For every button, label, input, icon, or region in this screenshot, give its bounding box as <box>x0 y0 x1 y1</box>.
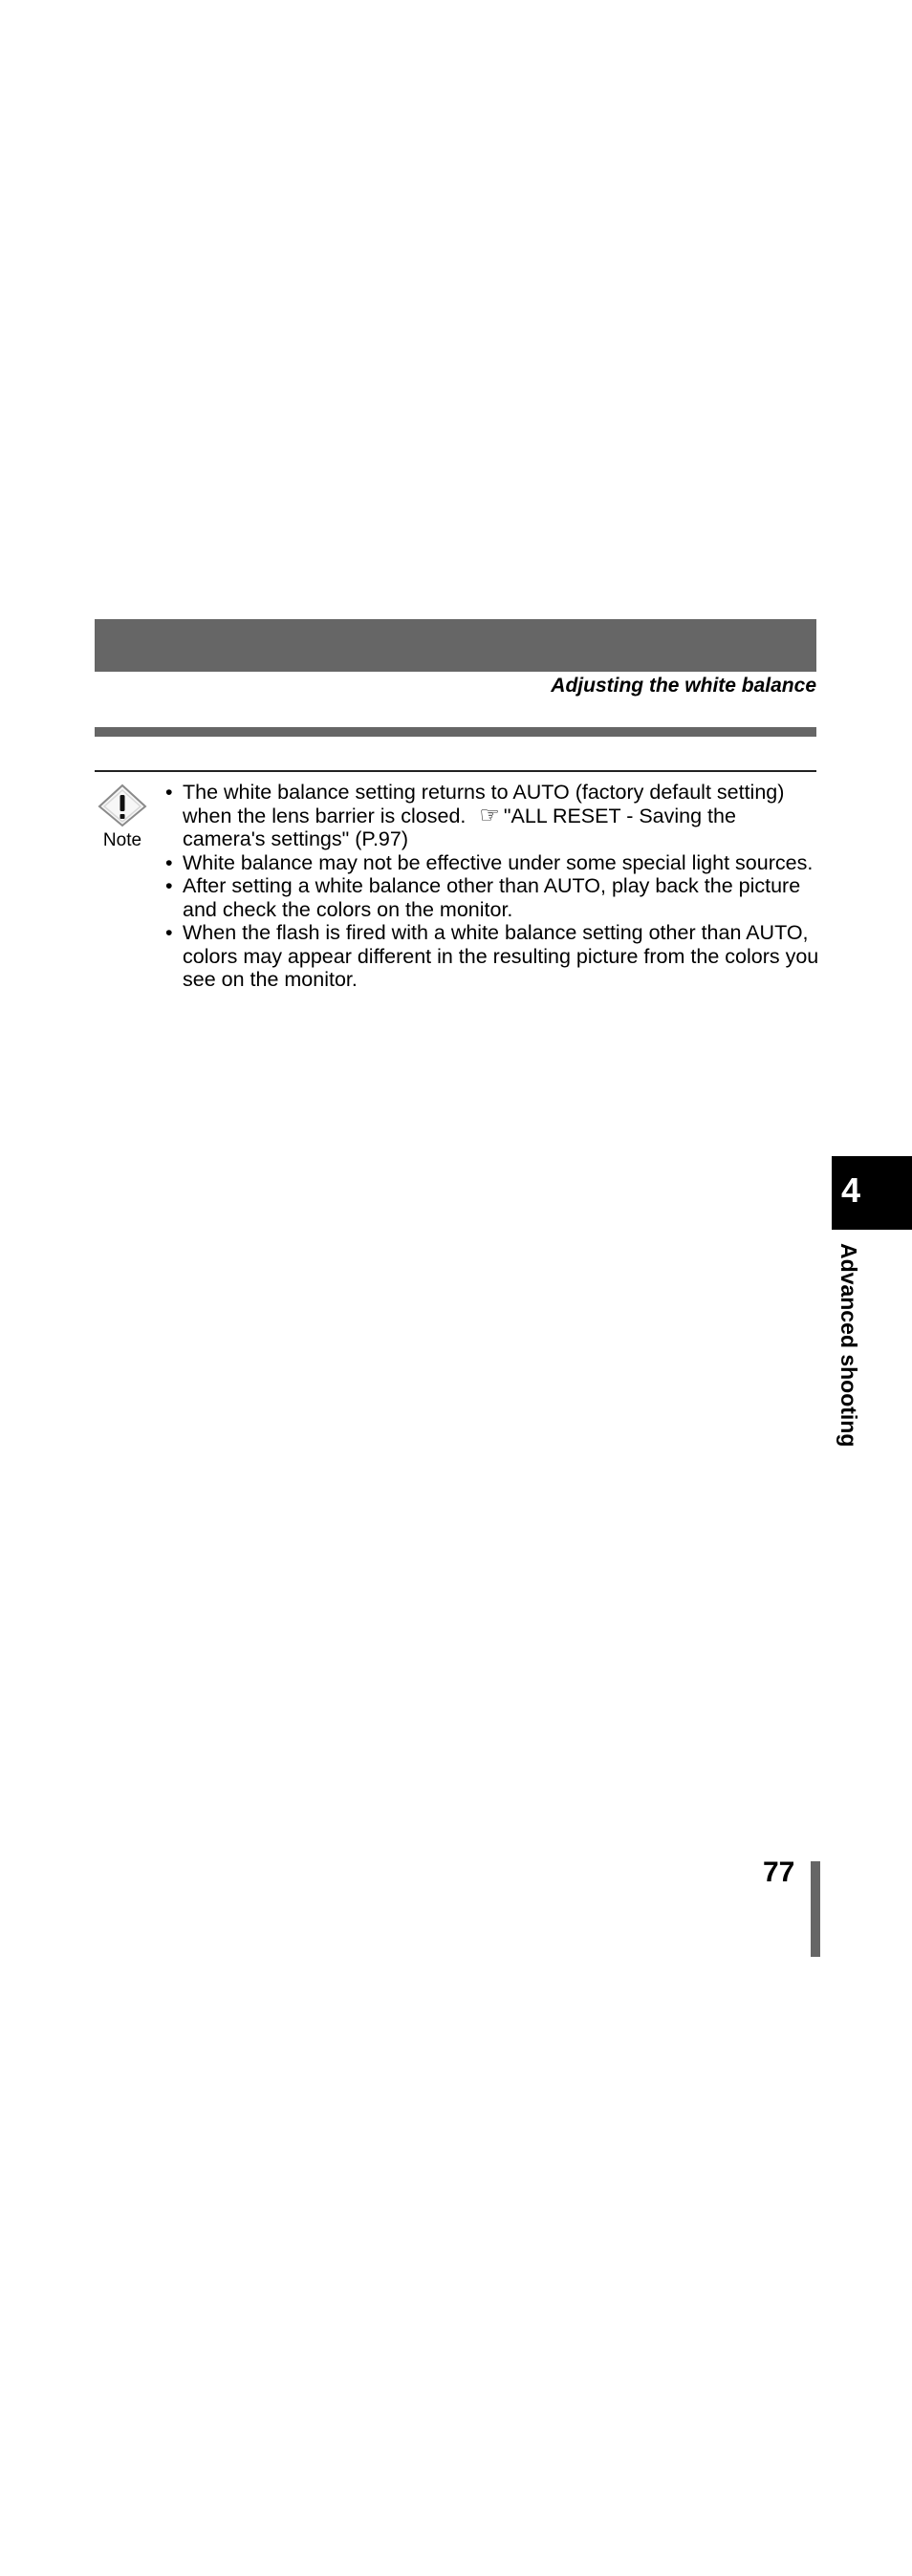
note-label: Note <box>102 830 142 850</box>
pointing-hand-icon: ☞ <box>479 802 500 828</box>
chapter-number: 4 <box>841 1170 861 1210</box>
warning-diamond-icon <box>98 784 147 827</box>
note-badge <box>96 782 149 854</box>
header-rule <box>95 727 816 737</box>
note-item <box>165 874 819 921</box>
note-divider <box>95 770 816 772</box>
note-item <box>165 921 819 992</box>
note-item <box>165 850 819 875</box>
header-band <box>95 619 816 672</box>
note-item <box>165 781 819 851</box>
note-item-text: After setting a white balance other than AUTO, play back the picture and check the colors on the monitor. <box>183 874 801 921</box>
note-item-text: The white balance setting returns to AUTO (factory default setting) when the lens barrier is closed. <box>183 781 785 827</box>
cross-reference-link[interactable]: "ALL RESET - Saving the camera's settings" (P.97) <box>183 804 736 850</box>
note-list <box>165 781 819 992</box>
chapter-title: Advanced shooting <box>836 1243 861 1448</box>
chapter-tab[interactable] <box>832 1156 912 1230</box>
note-item-text: White balance may not be effective under some special light sources. <box>183 850 814 874</box>
bullet: • <box>165 874 173 897</box>
bullet: • <box>165 850 173 874</box>
section-title: Adjusting the white balance <box>551 675 816 697</box>
bullet: • <box>165 921 173 944</box>
page-number: 77 <box>763 1857 795 1888</box>
bullet: • <box>165 781 173 804</box>
note-item-text: When the flash is fired with a white balance setting other than AUTO, colors may appear different in the resulting picture from the colors you see on the monitor. <box>183 921 819 991</box>
page-marker-bar <box>811 1861 820 1957</box>
